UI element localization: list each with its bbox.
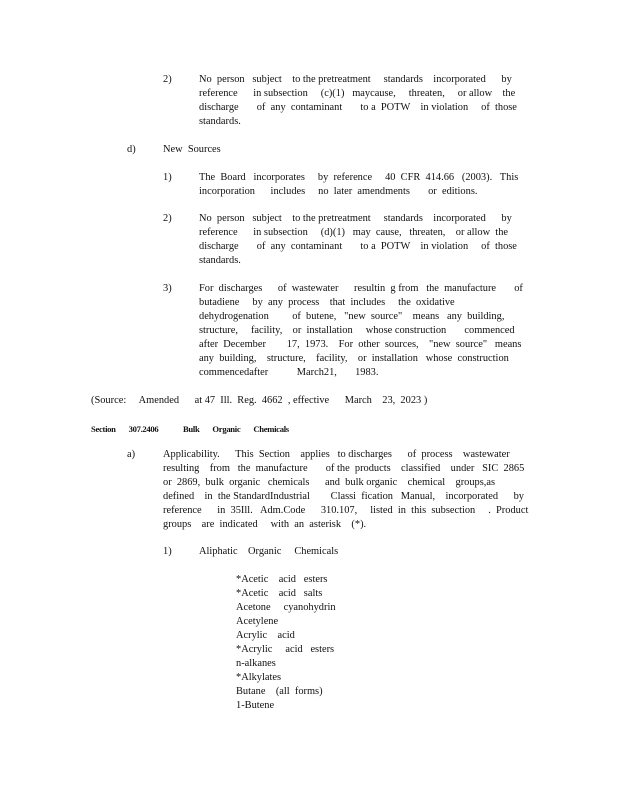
chemical-list-item: *Acetic acid esters [236, 574, 328, 585]
item-a-label: a) [127, 449, 136, 460]
chemical-list-item: *Alkylates [236, 672, 282, 683]
item-a-line-1: Applicability. This Section applies to discharges of process wastewater [163, 449, 510, 460]
item-a-line-2: resulting from the manufacture of the products classified under SIC 2865 [163, 463, 525, 474]
item-d2-line-2: reference in subsection (d)(1) may cause, threaten, or allow the [199, 227, 509, 238]
item-d3-line-1: For discharges of wastewater resultin g from the manufacture of [199, 283, 523, 294]
chemical-list-item: Acrylic acid [236, 630, 295, 641]
item-a-line-6: groups are indicated with an asterisk (*). [163, 519, 367, 530]
item-d2-line-3: discharge of any contaminant to a POTW in violation of those [199, 241, 517, 252]
source-note: (Source: Amended at 47 Ill. Reg. 4662 , effective March 23, 2023 ) [91, 395, 428, 406]
item-d3-label: 3) [163, 283, 172, 294]
item-d1-label: 1) [163, 172, 172, 183]
item-a1-label: 1) [163, 546, 172, 557]
item-d3-line-5: after December 17, 1973. For other sources, "new source" means [199, 339, 522, 350]
section-title: Bulk Organic Chemicals [183, 424, 289, 434]
item-a-line-4: defined in the StandardIndustrial Classi fication Manual, incorporated by [163, 491, 524, 502]
item-d2-label: 2) [163, 213, 172, 224]
item-c2-line-1: No person subject to the pretreatment standards incorporated by [199, 74, 512, 85]
item-d3-line-7: commencedafter March21, 1983. [199, 367, 379, 378]
item-d2-line-4: standards. [199, 255, 241, 266]
section-number: Section 307.2406 [91, 424, 159, 434]
item-d3-line-2: butadiene by any process that includes the oxidative [199, 297, 455, 308]
item-d1-line-1: The Board incorporates by reference 40 CFR 414.66 (2003). This [199, 172, 519, 183]
chemical-list-item: *Acrylic acid esters [236, 644, 335, 655]
item-c2-line-2: reference in subsection (c)(1) maycause, threaten, or allow the [199, 88, 516, 99]
item-c2-label: 2) [163, 74, 172, 85]
chemical-list-item: 1-Butene [236, 700, 275, 711]
chemical-list-item: Butane (all forms) [236, 686, 323, 697]
chemical-list-item: Acetylene [236, 616, 279, 627]
item-a-line-5: reference in 35Ill. Adm.Code 310.107, listed in this subsection . Product [163, 505, 529, 516]
item-c2-line-4: standards. [199, 116, 241, 127]
chemical-list-item: n-alkanes [236, 658, 276, 669]
item-d2-line-1: No person subject to the pretreatment standards incorporated by [199, 213, 512, 224]
item-d-title: New Sources [163, 144, 221, 155]
item-c2-line-3: discharge of any contaminant to a POTW in violation of those [199, 102, 517, 113]
item-d3-line-3: dehydrogenation of butene, "new source" means any building, [199, 311, 505, 322]
item-d3-line-6: any building, structure, facility, or installation whose construction [199, 353, 509, 364]
item-a-line-3: or 2869, bulk organic chemicals and bulk organic chemical groups,as [163, 477, 496, 488]
chemical-list-item: Acetone cyanohydrin [236, 602, 336, 613]
item-a1-title: Aliphatic Organic Chemicals [199, 546, 339, 557]
chemical-list-item: *Acetic acid salts [236, 588, 323, 599]
item-d-label: d) [127, 144, 136, 155]
item-d3-line-4: structure, facility, or installation whose construction commenced [199, 325, 515, 336]
item-d1-line-2: incorporation includes no later amendments or editions. [199, 186, 478, 197]
